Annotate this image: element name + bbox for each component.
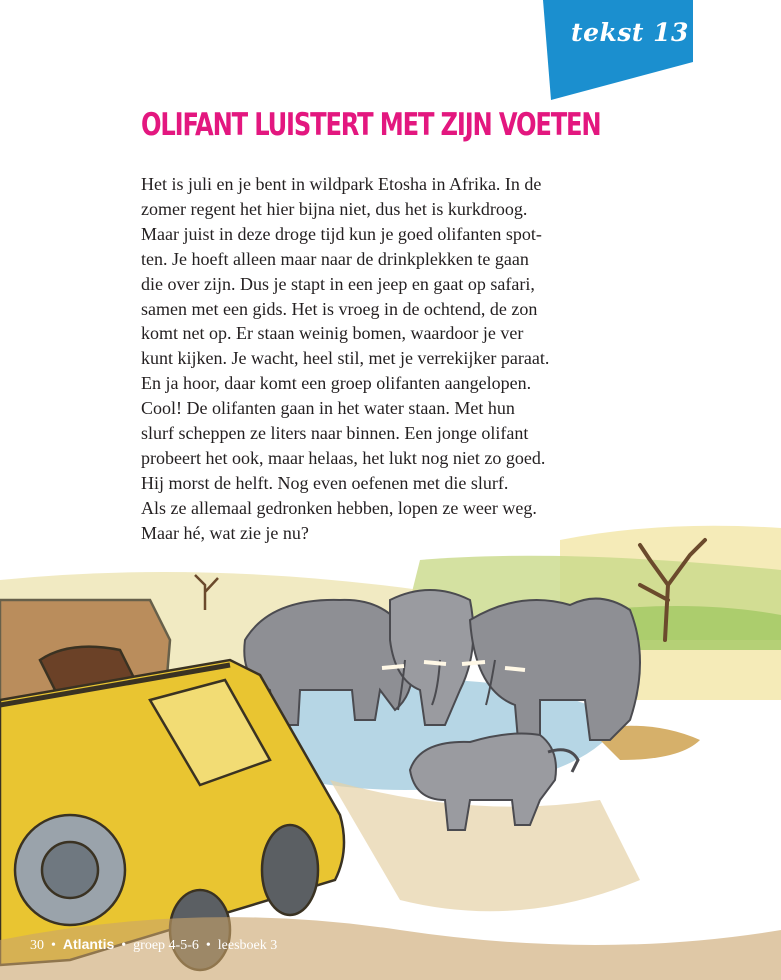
story-text	[141, 172, 611, 546]
tab-background	[543, 0, 693, 100]
series-name: Atlantis	[62, 936, 115, 952]
text-line: kunt kijken. Je wacht, heel stil, met je verrekijker paraat.	[141, 348, 550, 369]
text-line: Het is juli en je bent in wildpark Etosha in Afrika. In de	[141, 174, 542, 194]
text-line: slurf scheppen ze liters naar binnen. Een jonge olifant	[141, 423, 529, 444]
text-line: En ja hoor, daar komt een groep olifanten aangelopen.	[141, 373, 532, 394]
page-number: 30	[30, 938, 44, 953]
text-line: die over zijn. Dus je stapt in een jeep en gaat op safari,	[141, 273, 535, 294]
text-line: samen met een gids. Het is vroeg in de ochtend, de zon	[141, 298, 538, 319]
text-line: komt net op. Er staan weinig bomen, waardoor je ver	[141, 323, 524, 344]
footer-separator: •	[121, 938, 127, 953]
page-title: OLIFANT LUISTERT MET ZIJN VOETEN	[141, 107, 601, 143]
footer-separator: •	[51, 938, 56, 953]
safari-illustration	[0, 505, 781, 980]
book-label: leesboek 3	[217, 938, 278, 953]
text-line: Maar hé, wat zie je nu?	[141, 522, 309, 543]
text-line: Maar juist in deze droge tijd kun je goed olifanten spot-	[141, 223, 542, 244]
text-line: zomer regent het hier bijna niet, dus het is kurkdroog.	[141, 198, 528, 219]
page-footer	[30, 936, 277, 954]
footer-separator: •	[205, 938, 211, 953]
group-label: groep 4-5-6	[133, 938, 199, 953]
text-line: Hij morst de helft. Nog even oefenen met die slurf.	[141, 472, 509, 493]
text-line: Cool! De olifanten gaan in het water staan. Met hun	[141, 398, 515, 419]
chapter-tab-label: tekst 13	[571, 18, 689, 47]
text-line: probeert het ook, maar helaas, het lukt nog niet zo goed.	[141, 447, 546, 468]
text-line: ten. Je hoeft alleen maar naar de drinkplekken te gaan	[141, 248, 529, 269]
chapter-tab	[543, 0, 693, 100]
text-line: Als ze allemaal gedronken hebben, lopen ze weer weg.	[141, 497, 537, 518]
